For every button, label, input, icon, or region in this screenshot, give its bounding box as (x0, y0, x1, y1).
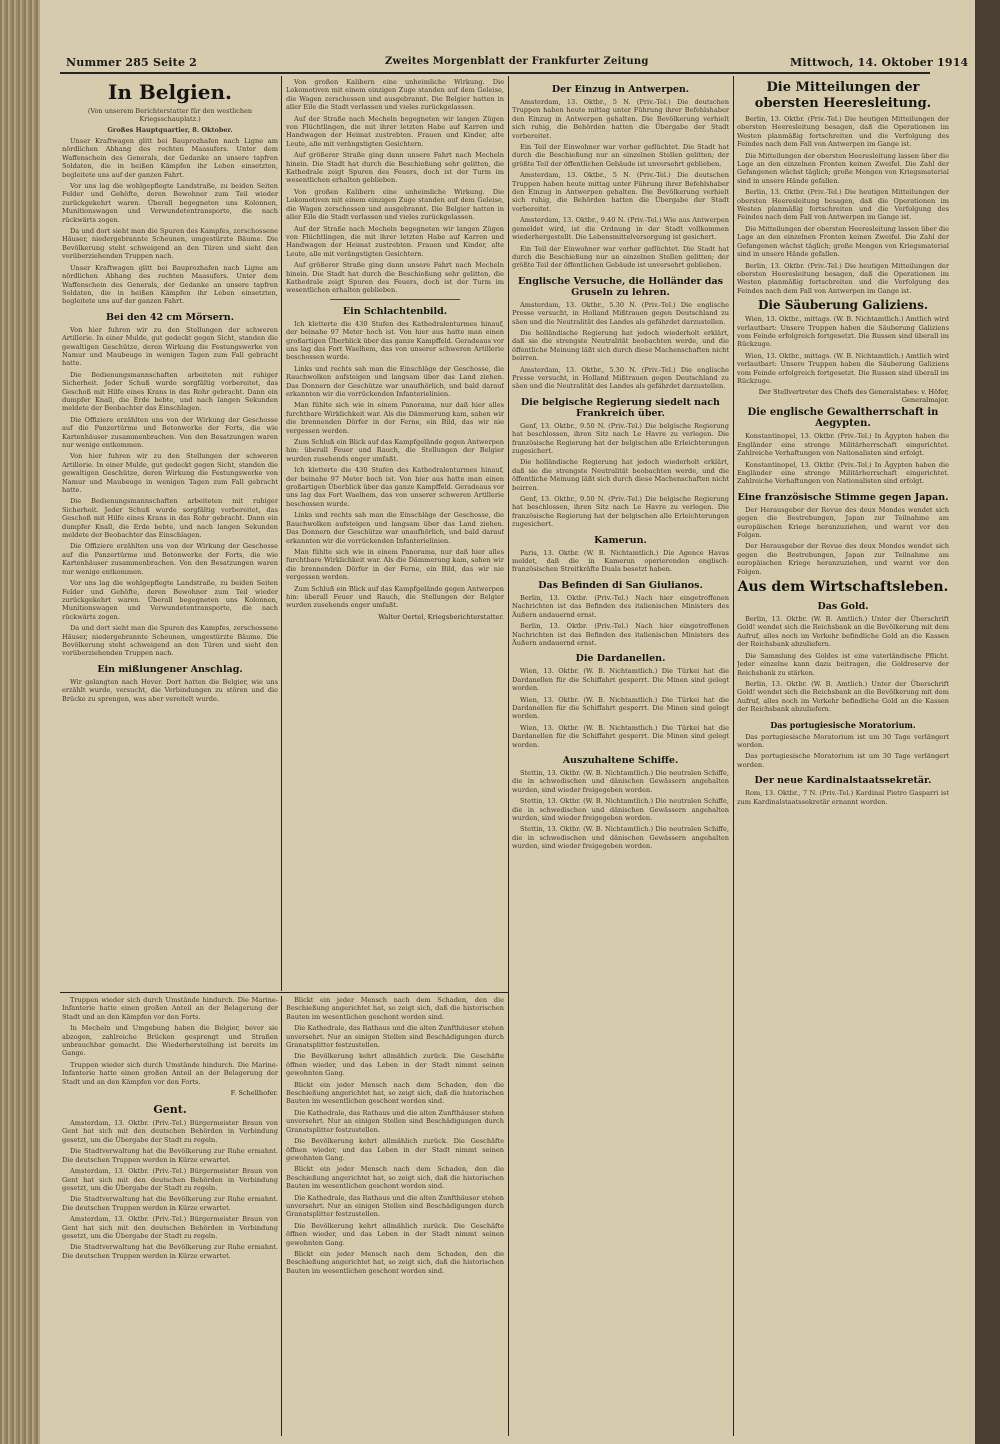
paragraph: Berlin, 13. Oktbr. (W. B. Amtlich.) Unter der Überschrift Gold! wendet sich die Reichsbank an die Bevölkerung mit dem Aufruf, alles noch im Verkehr befindliche Gold an die Kassen der Reichsbank abzuliefern. (737, 615, 949, 649)
paragraph: Die Kathedrale, das Rathaus und die alten Zunfthäuser stehen unversehrt. Nur an einigen Stellen sind Beschädigungen durch Granatsplitter festzustellen. (286, 1193, 504, 1219)
paragraph: Ich kletterte die 430 Stufen des Kathedralenturmes hinauf, der beinahe 97 Meter hoch ist. Von hier aus hatte man einen großartigen Überblick über das ganze Kampffeld. Geradeaus vor uns lag das Fort Waelhem, das von unserer schweren Artillerie beschossen wurde. (286, 319, 504, 362)
column-1 (62, 78, 278, 988)
paragraph: Rom, 13. Oktbr., 7 N. (Priv.-Tel.) Kardinal Pietro Gasparri ist zum Kardinalstaatssekretär ernannt worden. (737, 789, 949, 806)
issue-date: Mittwoch, 14. Oktober 1914 (790, 56, 969, 69)
section-heading: Der neue Kardinalstaatssekretär. (754, 775, 932, 787)
author-signature: F. Schellhofer. (230, 1089, 278, 1098)
section-heading: Eine französische Stimme gegen Japan. (737, 491, 949, 503)
article-subtitle: (Von unserem Berichterstatter für den westlichen Kriegsschauplatz.) (87, 107, 253, 123)
paragraph: In Mecheln und Umgebung haben die Belgier, bevor sie abzogen, zahlreiche Brücken gesprengt und Straßen unbrauchbar gemacht. Die Wiederherstellung ist bereits im Gange. (62, 1024, 278, 1058)
author-signature: Walter Oertel, Kriegsberichterstatter. (378, 612, 504, 621)
paragraph: Auf größerer Straße ging dann unsere Fahrt nach Mecheln hinein. Die Stadt hat durch die Beschießung sehr gelitten, die Kathedrale zeigt Spuren des Feuers, doch ist der Turm im wesentlichen erhalten geblieben. (286, 151, 504, 185)
paragraph: Die Mitteilungen der obersten Heeresleitung lassen über die Lage an den einzelnen Fronten keinen Zweifel. Die Zahl der Gefangenen wächst täglich; große Mengen von Kriegsmaterial sind in unsere Hände gefallen. (737, 224, 949, 259)
paragraph: Truppen wieder sich durch Umstände hindurch. Die Marine-Infanterie hatte einen großen Anteil an der Belagerung der Stadt und an den Kämpfen vor den Forts. (62, 1060, 278, 1086)
section-heading: Englische Versuche, die Holländer das Gruseln zu lehren. (518, 275, 723, 298)
paragraph: Amsterdam, 13. Oktbr. (Priv.-Tel.) Bürgermeister Braun von Gent hat sich mit den deutschen Behörden in Verbindung gesetzt, um die Übergabe der Stadt zu regeln. (62, 1167, 278, 1192)
issue-number: Nummer 285 Seite 2 (66, 56, 198, 69)
paragraph: Die Bevölkerung kehrt allmählich zurück. Die Geschäfte öffnen wieder, und das Leben in der Stadt nimmt seinen gewohnten Gang. (286, 1052, 504, 1078)
column-rule (281, 996, 282, 1436)
column-rule (281, 76, 282, 991)
paragraph: Unser Kraftwagen glitt bei Bauprozhafen nach Ligne am nördlichen Abhang des rechten Maasufers. Unter dem Waffenschein des Generals, der Gedanke an unsere tapfren Soldaten, die in heißen Kämpfen ihr Leben einsetzten, begleitete uns auf der ganzen Fahrt. (62, 137, 278, 179)
paragraph: Die holländische Regierung hat jedoch wiederholt erklärt, daß sie die strengste Neutralität beobachten werde, und die öffentliche Meinung läßt sich durch diese Machenschaften nicht beirren. (512, 328, 729, 363)
paragraph: Amsterdam, 13. Oktbr., 5.30 N. (Priv.-Tel.) Die englische Presse versucht, in Holland Mißtrauen gegen Deutschland zu säen und die Neutralität des Landes als gefährdet darzustellen. (512, 300, 729, 326)
paragraph: Die Stadtverwaltung hat die Bevölkerung zur Ruhe ermahnt. Die deutschen Truppen werden in Kürze erwartet. (62, 1243, 278, 1260)
paragraph: Genf, 13. Oktbr., 9.50 N. (Priv.-Tel.) Die belgische Regierung hat beschlossen, ihren Sitz nach Le Havre zu verlegen. Die französische Regierung hat der belgischen alle Erleichterungen zugesichert. (512, 421, 729, 455)
paragraph: Die Offiziere erzählten uns von der Wirkung der Geschosse auf die Panzertürme und Betonwerke der Forts, die wie Kartenhäuser zusammenbrachen. Von den Besatzungen waren nur wenige entkommen. (62, 542, 278, 576)
paragraph: Wir gelangten nach Hever. Dort hatten die Belgier, wie uns erzählt wurde, versucht, die Verbindungen zu stören und die Brücke zu sprengen, was aber vereitelt wurde. (62, 677, 278, 703)
paragraph: Da und dort sieht man die Spuren des Kampfes, zerschossene Häuser, niedergebrannte Scheunen, umgestürzte Bäume. Die Bevölkerung steht schweigend an den Türen und sieht den vorüberziehenden Truppen nach. (62, 227, 278, 261)
paragraph: Auf der Straße nach Mecheln begegneten wir langen Zügen von Flüchtlingen, die mit ihrer letzten Habe auf Karren und Handwagen der Heimat zustrebten. Frauen und Kinder, alte Leute, alle mit verängstigten Gesichtern. (286, 114, 504, 148)
paragraph: Die holländische Regierung hat jedoch wiederholt erklärt, daß sie die strengste Neutralität beobachten werde, und die öffentliche Meinung läßt sich durch diese Machenschaften nicht beirren. (512, 458, 729, 492)
section-heading: Die Dardanellen. (575, 653, 666, 665)
paragraph: Die Bedienungsmannschaften arbeiteten mit ruhiger Sicherheit. Jeder Schuß wurde sorgfältig vorbereitet, das Geschoß mit Hilfe eines Krans in das Rohr gebracht. Dann ein dumpfer Knall, die Erde bebte, und nach langen Sekunden meldete der Beobachter das Einschlagen. (62, 370, 278, 413)
paragraph: Zum Schluß ein Blick auf das Kampfgelände gegen Antwerpen hin: überall Feuer und Rauch, die Stellungen der Belgier wurden zusehends enger umfaßt. (286, 584, 504, 610)
paragraph: Amsterdam, 13. Oktbr., 5 N. (Priv.-Tel.) Die deutschen Truppen haben heute mittag unter Führung ihrer Befehlshaber den Einzug in Antwerpen gehalten. Die Bevölkerung verhielt sich ruhig, die Behörden hatten die Übergabe der Stadt vorbereitet. (512, 171, 729, 213)
paragraph: Die Stadtverwaltung hat die Bevölkerung zur Ruhe ermahnt. Die deutschen Truppen werden in Kürze erwartet. (62, 1195, 278, 1212)
paragraph: Links und rechts sah man die Einschläge der Geschosse, die Rauchwolken aufsteigen und langsam über das Land ziehen. Das Donnern der Geschütze war unaufhörlich, und bald darauf erkannten wir die vorrückenden Infanterielinien. (286, 364, 504, 398)
paragraph: Unser Kraftwagen glitt bei Bauprozhafen nach Ligne am nördlichen Abhang des rechten Maasufers. Unter dem Waffenschein des Generals, der Gedanke an unsere tapfren Soldaten, die in heißen Kämpfen ihr Leben einsetzten, begleitete uns auf der ganzen Fahrt. (62, 263, 278, 306)
section-heading: Die Mitteilungen der obersten Heeresleitung. (754, 80, 932, 111)
dateline: Großes Hauptquartier, 8. Oktober. (107, 126, 233, 134)
paragraph: Berlin, 13. Oktbr. (Priv.-Tel.) Nach hier eingetroffenen Nachrichten ist das Befinden des italienischen Ministers des Äußern andauernd ernst. (512, 622, 729, 647)
paragraph: Blickt ein jeder Mensch nach dem Schaden, den die Beschießung angerichtet hat, so zeigt sich, daß die historischen Bauten im wesentlichen geschont worden sind. (286, 1249, 504, 1275)
paragraph: Von großen Kalibern eine unheimliche Wirkung. Die Lokomotiven mit einem einzigen Zuge standen auf dem Geleise, die Wagen zerschossen und ausgebrannt. Die Belgier hatten in aller Eile die Stadt verlassen und vieles zurückgelassen. (286, 78, 504, 112)
column-4 (737, 78, 949, 1436)
paragraph: Stettin, 13. Oktbr. (W. B. Nichtamtlich.) Die neutralen Schiffe, die in schwedischen und dänischen Gewässern angehalten wurden, sind wieder freigegeben worden. (512, 797, 729, 822)
paragraph: Wien, 13. Oktbr., mittags. (W. B. Nichtamtlich.) Amtlich wird verlautbart: Unsere Truppen haben die Säuberung Galiziens vom Feinde erfolgreich fortgesetzt. Die Russen sind überall im Rückzuge. (737, 351, 949, 385)
paragraph: Amsterdam, 13. Oktbr. (Priv.-Tel.) Bürgermeister Braun von Gent hat sich mit den deutschen Behörden in Verbindung gesetzt, um die Übergabe der Stadt zu regeln. (62, 1215, 278, 1240)
paragraph: Der Herausgeber der Revue des deux Mondes wendet sich gegen die Bestrebungen, Japan zur Teilnahme am europäischen Kriege heranzuziehen, und warnt vor den Folgen. (737, 505, 949, 540)
paragraph: Berlin, 13. Oktbr. (Priv.-Tel.) Nach hier eingetroffenen Nachrichten ist das Befinden des italienischen Ministers des Äußern andauernd ernst. (512, 593, 729, 619)
paragraph: Auf der Straße nach Mecheln begegneten wir langen Zügen von Flüchtlingen, die mit ihrer letzten Habe auf Karren und Handwagen der Heimat zustrebten. Frauen und Kinder, alte Leute, alle mit verängstigten Gesichtern. (286, 224, 504, 258)
paragraph: Von hier fuhren wir zu den Stellungen der schweren Artillerie. In einer Mulde, gut gedeckt gegen Sicht, standen die gewaltigen Geschütze, deren Wirkung die Festungswerke von Namur und Maubeuge in wenigen Tagen zum Fall gebracht hatte. (62, 452, 278, 495)
paragraph: Stettin, 13. Oktbr. (W. B. Nichtamtlich.) Die neutralen Schiffe, die in schwedischen und dänischen Gewässern angehalten wurden, sind wieder freigegeben worden. (512, 768, 729, 794)
paragraph: Die Offiziere erzählten uns von der Wirkung der Geschosse auf die Panzertürme und Betonwerke der Forts, die wie Kartenhäuser zusammenbrachen. Von den Besatzungen waren nur wenige entkommen. (62, 415, 278, 449)
paragraph: Wien, 13. Oktbr. (W. B. Nichtamtlich.) Die Türkei hat die Dardanellen für die Schiffahrt gesperrt. Die Minen sind gelegt worden. (512, 695, 729, 721)
paragraph: Ich kletterte die 430 Stufen des Kathedralenturmes hinauf, der beinahe 97 Meter hoch ist. Von hier aus hatte man einen großartigen Überblick über das ganze Kampffeld. Geradeaus vor uns lag das Fort Waelhem, das von unserer schweren Artillerie beschossen wurde. (286, 466, 504, 508)
paragraph: Blickt ein jeder Mensch nach dem Schaden, den die Beschießung angerichtet hat, so zeigt sich, daß die historischen Bauten im wesentlichen geschont worden sind. (286, 996, 504, 1021)
section-heading: Der Einzug in Antwerpen. (551, 84, 690, 95)
paragraph: Die Stadtverwaltung hat die Bevölkerung zur Ruhe ermahnt. Die deutschen Truppen werden in Kürze erwartet. (62, 1147, 278, 1164)
paragraph: Vor uns lag die wohlgepflegte Landstraße, zu beiden Seiten Felder und Gehöfte, deren Bewohner zum Teil wieder zurückgekehrt waren. Überall begegneten uns Kolonnen, Munitionswagen und Verwundetentransporte, die nach rückwärts zogen. (62, 579, 278, 621)
column-rule (508, 76, 509, 1436)
column-2 (286, 78, 504, 988)
lower-column-2 (286, 996, 504, 1436)
paragraph: Paris, 13. Oktbr. (W. B. Nichtamtlich.) Die Agence Havas meldet, daß die in Kamerun operierenden englisch-französischen Streitkräfte Duala besetzt haben. (512, 548, 729, 574)
paragraph: Ein Teil der Einwohner war vorher geflüchtet. Die Stadt hat durch die Beschießung nur an einzelnen Stellen gelitten; der größte Teil der öffentlichen Gebäude ist unversehrt geblieben. (512, 244, 729, 270)
paragraph: Wien, 13. Oktbr. (W. B. Nichtamtlich.) Die Türkei hat die Dardanellen für die Schiffahrt gesperrt. Die Minen sind gelegt worden. (512, 723, 729, 749)
paragraph: Vor uns lag die wohlgepflegte Landstraße, zu beiden Seiten Felder und Gehöfte, deren Bewohner zum Teil wieder zurückgekehrt waren. Überall begegneten uns Kolonnen, Munitionswagen und Verwundetentransporte, die nach rückwärts zogen. (62, 182, 278, 224)
section-heading: Auszuhaltene Schiffe. (562, 754, 679, 766)
separator (330, 299, 461, 300)
paragraph: Wien, 13. Oktbr., mittags. (W. B. Nichtamtlich.) Amtlich wird verlautbart: Unsere Truppen haben die Säuberung Galiziens vom Feinde erfolgreich fortgesetzt. Die Russen sind überall im Rückzuge. (737, 315, 949, 349)
paragraph: Stettin, 13. Oktbr. (W. B. Nichtamtlich.) Die neutralen Schiffe, die in schwedischen und dänischen Gewässern angehalten wurden, sind wieder freigegeben worden. (512, 825, 729, 851)
paragraph: Die Mitteilungen der obersten Heeresleitung lassen über die Lage an den einzelnen Fronten keinen Zweifel. Die Zahl der Gefangenen wächst täglich; große Mengen von Kriegsmaterial sind in unsere Hände gefallen. (737, 151, 949, 185)
paragraph: Berlin, 13. Oktbr. (W. B. Amtlich.) Unter der Überschrift Gold! wendet sich die Reichsbank an die Bevölkerung mit dem Aufruf, alles noch im Verkehr befindliche Gold an die Kassen der Reichsbank abzuliefern. (737, 679, 949, 714)
paragraph: Die Bevölkerung kehrt allmählich zurück. Die Geschäfte öffnen wieder, und das Leben in der Stadt nimmt seinen gewohnten Gang. (286, 1137, 504, 1162)
paragraph: Blickt ein jeder Mensch nach dem Schaden, den die Beschießung angerichtet hat, so zeigt sich, daß die historischen Bauten im wesentlichen geschont worden sind. (286, 1080, 504, 1106)
paragraph: Berlin, 13. Oktbr. (Priv.-Tel.) Die heutigen Mitteilungen der obersten Heeresleitung besagen, daß die Operationen im Westen planmäßig fortschreiten und die Verfolgung des Feindes nach dem Fall von Antwerpen im Gange ist. (737, 261, 949, 295)
paragraph: Man fühlte sich wie in einem Panorama, nur daß hier alles furchtbare Wirklichkeit war. Als die Dämmerung kam, sahen wir die brennenden Dörfer in der Ferne, ein Bild, das wir nie vergessen werden. (286, 547, 504, 582)
paragraph: Blickt ein jeder Mensch nach dem Schaden, den die Beschießung angerichtet hat, so zeigt sich, daß die historischen Bauten im wesentlichen geschont worden sind. (286, 1165, 504, 1191)
section-heading: Das Befinden di San Giulianos. (538, 579, 703, 591)
section-heading: Die belgische Regierung siedelt nach Frankreich über. (521, 396, 720, 419)
paragraph: Die Bevölkerung kehrt allmählich zurück. Die Geschäfte öffnen wieder, und das Leben in der Stadt nimmt seinen gewohnten Gang. (286, 1221, 504, 1247)
column-rule (733, 76, 734, 1436)
lower-column-1 (62, 996, 278, 1436)
book-binding (0, 0, 40, 1444)
newspaper-title: Zweites Morgenblatt der Frankfurter Zeitung (385, 56, 649, 67)
paragraph: Genf, 13. Oktbr., 9.50 N. (Priv.-Tel.) Die belgische Regierung hat beschlossen, ihren Sitz nach Le Havre zu verlegen. Die französische Regierung hat der belgischen alle Erleichterungen zugesichert. (512, 495, 729, 529)
paragraph: Amsterdam, 13. Oktbr., 5 N. (Priv.-Tel.) Die deutschen Truppen haben heute mittag unter Führung ihrer Befehlshaber den Einzug in Antwerpen gehalten. Die Bevölkerung verhielt sich ruhig, die Behörden hatten die Übergabe der Stadt vorbereitet. (512, 98, 729, 140)
section-heading: Ein Schlachtenbild. (342, 305, 448, 317)
paragraph: Berlin, 13. Oktbr. (Priv.-Tel.) Die heutigen Mitteilungen der obersten Heeresleitung besagen, daß die Operationen im Westen planmäßig fortschreiten und die Verfolgung des Feindes nach dem Fall von Antwerpen im Gange ist. (737, 115, 949, 149)
section-heading: Das Gold. (817, 601, 869, 613)
column-3 (512, 78, 729, 1436)
paragraph: Auf größerer Straße ging dann unsere Fahrt nach Mecheln hinein. Die Stadt hat durch die Beschießung sehr gelitten, die Kathedrale zeigt Spuren des Feuers, doch ist der Turm im wesentlichen erhalten geblieben. (286, 261, 504, 295)
paragraph: Man fühlte sich wie in einem Panorama, nur daß hier alles furchtbare Wirklichkeit war. Als die Dämmerung kam, sahen wir die brennenden Dörfer in der Ferne, ein Bild, das wir nie vergessen werden. (286, 401, 504, 435)
article-title: In Belgien. (108, 80, 232, 104)
paragraph: Wien, 13. Oktbr. (W. B. Nichtamtlich.) Die Türkei hat die Dardanellen für die Schiffahrt gesperrt. Die Minen sind gelegt worden. (512, 667, 729, 693)
paragraph: Amsterdam, 13. Oktbr., 9.40 N. (Priv.-Tel.) Wie aus Antwerpen gemeldet wird, ist die Ordnung in der Stadt vollkommen wiederhergestellt. Die Lebensmittelversorgung ist gesichert. (512, 216, 729, 242)
page-edge (975, 0, 1000, 1444)
paragraph: Die Kathedrale, das Rathaus und die alten Zunfthäuser stehen unversehrt. Nur an einigen Stellen sind Beschädigungen durch Granatsplitter festzustellen. (286, 1108, 504, 1134)
section-heading: Aus dem Wirtschaftsleben. (737, 579, 949, 596)
paragraph: Links und rechts sah man die Einschläge der Geschosse, die Rauchwolken aufsteigen und langsam über das Land ziehen. Das Donnern der Geschütze war unaufhörlich, und bald darauf erkannten wir die vorrückenden Infanterielinien. (286, 511, 504, 545)
paragraph: Amsterdam, 13. Oktbr., 5.30 N. (Priv.-Tel.) Die englische Presse versucht, in Holland Mißtrauen gegen Deutschland zu säen und die Neutralität des Landes als gefährdet darzustellen. (512, 365, 729, 391)
paragraph: Die Sammlung des Goldes ist eine vaterländische Pflicht. Jeder einzelne kann dazu beitragen, die Goldreserve der Reichsbank zu stärken. (737, 651, 949, 677)
paragraph: Die Bedienungsmannschaften arbeiteten mit ruhiger Sicherheit. Jeder Schuß wurde sorgfältig vorbereitet, das Geschoß mit Hilfe eines Krans in das Rohr gebracht. Dann ein dumpfer Knall, die Erde bebte, und nach langen Sekunden meldete der Beobachter das Einschlagen. (62, 497, 278, 540)
paragraph: Amsterdam, 13. Oktbr. (Priv.-Tel.) Bürgermeister Braun von Gent hat sich mit den deutschen Behörden in Verbindung gesetzt, um die Übergabe der Stadt zu regeln. (62, 1119, 278, 1144)
section-rule (60, 992, 508, 993)
section-heading: Das portugiesische Moratorium. (770, 719, 916, 730)
paragraph: Ein Teil der Einwohner war vorher geflüchtet. Die Stadt hat durch die Beschießung nur an einzelnen Stellen gelitten; der größte Teil der öffentlichen Gebäude ist unversehrt geblieben. (512, 143, 729, 168)
masthead-rule (60, 72, 930, 74)
section-heading: Bei den 42 cm Mörsern. (105, 311, 235, 323)
paragraph: Das portugiesische Moratorium ist um 30 Tage verlängert worden. (737, 752, 949, 769)
section-heading: Gent. (153, 1103, 187, 1117)
paragraph: Berlin, 13. Oktbr. (Priv.-Tel.) Die heutigen Mitteilungen der obersten Heeresleitung besagen, daß die Operationen im Westen planmäßig fortschreiten und die Verfolgung des Feindes nach dem Fall von Antwerpen im Gange ist. (737, 188, 949, 222)
section-heading: Die Säuberung Galiziens. (757, 298, 929, 313)
paragraph: Von großen Kalibern eine unheimliche Wirkung. Die Lokomotiven mit einem einzigen Zuge standen auf dem Geleise, die Wagen zerschossen und ausgebrannt. Die Belgier hatten in aller Eile die Stadt verlassen und vieles zurückgelassen. (286, 187, 504, 222)
signature: Der Stellvertreter des Chefs des Generalstabes: v. Höfer, Generalmajor. (758, 388, 949, 405)
paragraph: Von hier fuhren wir zu den Stellungen der schweren Artillerie. In einer Mulde, gut gedeckt gegen Sicht, standen die gewaltigen Geschütze, deren Wirkung die Festungswerke von Namur und Maubeuge in wenigen Tagen zum Fall gebracht hatte. (62, 325, 278, 368)
paragraph: Da und dort sieht man die Spuren des Kampfes, zerschossene Häuser, niedergebrannte Scheunen, umgestürzte Bäume. Die Bevölkerung steht schweigend an den Türen und sieht den vorüberziehenden Truppen nach. (62, 624, 278, 658)
section-heading: Ein mißlungener Anschlag. (97, 663, 243, 675)
paragraph: Konstantinopel, 13. Oktbr. (Priv.-Tel.) In Ägypten haben die Engländer eine strenge Militärherrschaft eingerichtet. Zahlreiche Verhaftungen von Nationalisten sind erfolgt. (737, 432, 949, 458)
paragraph: Der Herausgeber der Revue des deux Mondes wendet sich gegen die Bestrebungen, Japan zur Teilnahme am europäischen Kriege heranzuziehen, und warnt vor den Folgen. (737, 542, 949, 576)
section-heading: Die englische Gewaltherrschaft in Aegypten. (747, 407, 939, 430)
paragraph: Truppen wieder sich durch Umstände hindurch. Die Marine-Infanterie hatte einen großen Anteil an der Belagerung der Stadt und an den Kämpfen vor den Forts. (62, 996, 278, 1021)
paragraph: Zum Schluß ein Blick auf das Kampfgelände gegen Antwerpen hin: überall Feuer und Rauch, die Stellungen der Belgier wurden zusehends enger umfaßt. (286, 438, 504, 463)
section-heading: Kamerun. (594, 534, 647, 546)
paragraph: Konstantinopel, 13. Oktbr. (Priv.-Tel.) In Ägypten haben die Engländer eine strenge Militärherrschaft eingerichtet. Zahlreiche Verhaftungen von Nationalisten sind erfolgt. (737, 460, 949, 486)
paragraph: Die Kathedrale, das Rathaus und die alten Zunfthäuser stehen unversehrt. Nur an einigen Stellen sind Beschädigungen durch Granatsplitter festzustellen. (286, 1024, 504, 1050)
paragraph: Das portugiesische Moratorium ist um 30 Tage verlängert worden. (737, 732, 949, 749)
